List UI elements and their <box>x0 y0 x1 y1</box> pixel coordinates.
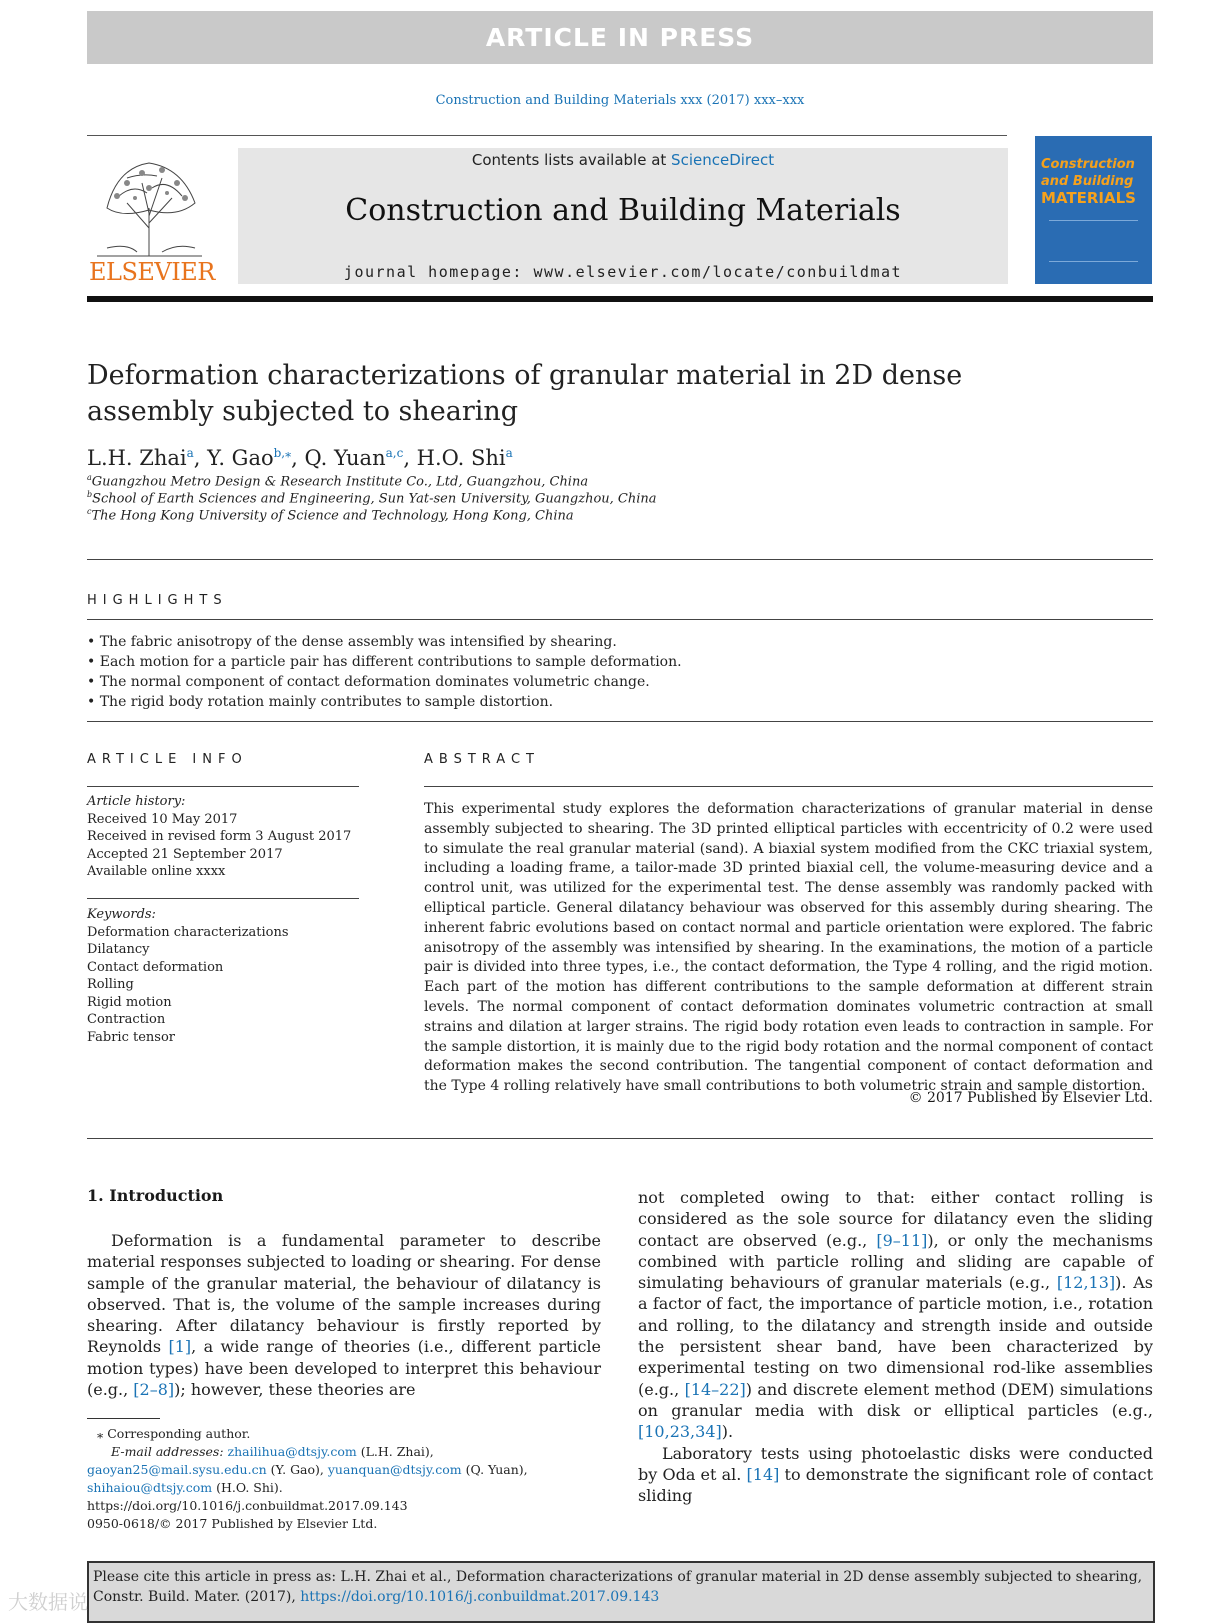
highlight-item: • The rigid body rotation mainly contributes to sample distortion. <box>87 694 554 710</box>
intro-paragraph-right <box>638 1187 1153 1443</box>
email-link[interactable]: yuanquan@dtsjy.com <box>327 1462 462 1477</box>
email-link[interactable]: shihaiou@dtsjy.com <box>87 1480 213 1495</box>
email-owner: (H.O. Shi). <box>212 1480 283 1495</box>
keyword: Rigid motion <box>87 994 172 1010</box>
keyword: Contact deformation <box>87 959 224 975</box>
cover-line-1: Construction <box>1041 157 1135 172</box>
paragraph-text: ), or only the mechanisms combined with particle rolling and sliding are capable of simulating behaviours of granular materials (e.g., <box>638 1230 1153 1293</box>
email-link[interactable]: gaoyan25@mail.sysu.edu.cn <box>87 1462 267 1477</box>
author-name[interactable]: H.O. Shi <box>416 446 506 470</box>
author-name[interactable]: L.H. Zhai <box>87 446 187 470</box>
keyword: Fabric tensor <box>87 1029 175 1045</box>
affiliation-a: $^a$Guangzhou Metro Design & Research Institute Co., Ltd, Guangzhou, China <box>87 473 589 490</box>
divider-top <box>87 559 1153 560</box>
history-accepted: Accepted 21 September 2017 <box>87 846 283 862</box>
issn-copyright: 0950-0618/© 2017 Published by Elsevier Ltd. <box>87 1516 378 1531</box>
highlights-heading: HIGHLIGHTS <box>87 593 228 608</box>
article-info-heading: ARTICLE INFO <box>87 752 248 767</box>
email-link[interactable]: zhailihua@dtsjy.com <box>227 1444 357 1459</box>
article-info-rule <box>87 786 359 787</box>
reference-link[interactable]: [14–22] <box>684 1379 746 1399</box>
keyword: Rolling <box>87 977 134 992</box>
contents-prefix: Contents lists available at <box>471 151 672 169</box>
author-name[interactable]: Q. Yuan <box>304 446 386 470</box>
author-list: L.H. Zhai$^a$, Y. Gao$^{b,⁎}$, Q. Yuan$^{a,c}$, H.O. Shi$^a$ <box>87 446 513 470</box>
article-history <box>87 793 351 881</box>
reference-link[interactable]: [2–8] <box>133 1380 175 1400</box>
author-name[interactable]: Y. Gao <box>207 446 274 470</box>
watermark: 大数据说 <box>8 1590 88 1614</box>
highlight-item: • The normal component of contact deformation dominates volumetric change. <box>87 674 650 690</box>
journal-citation-link[interactable]: Construction and Building Materials xxx (2017) xxx–xxx <box>435 93 805 108</box>
article-in-press-banner: ARTICLE IN PRESS <box>87 11 1153 64</box>
cite-text: Please cite this article in press as: L.H. Zhai et al., Deformation characterizations of granular material in 2D dense assembly subjected to shearing, Constr. Build. Mater. (2017), <box>93 1569 1143 1605</box>
author-affiliation-mark[interactable]: a <box>186 446 194 460</box>
affiliation-b: $^b$School of Earth Sciences and Engineering, Sun Yat-sen University, Guangzhou, China <box>87 490 657 507</box>
abstract-rule <box>424 786 1153 787</box>
reference-link[interactable]: [10,23,34] <box>638 1422 722 1442</box>
abstract-text: This experimental study explores the deformation characterizations of granular material in dense assembly subjected to shearing. The 3D printed elliptical particles with eccentricity of 0.2 were used to simulate the real granular material (sand). A biaxial system modified from the CKC triaxial system, including a loading frame, a tailor-made 3D printed biaxial cell, the volume-measuring device and a control unit, was utilized for the experimental test. The dense assembly was randomly packed with elliptical particle. General dilatancy behaviour was observed for this assembly during shearing. The inherent fabric evolutions based on contact normal and particle orientation were explored. The fabric anisotropy of the assembly was intensified by shearing. In the examinations, the motion of a particle pair is divided into three types, i.e., the contact deformation, the Type 4 rolling, and the rigid motion. Each part of the motion has different contributions to the sample deformation at different strain levels. The normal component of contact deformation dominates volumetric contraction at small strains and dilation at larger strains. The rigid body rotation even leads to contraction in sample. For the sample distortion, it is mainly due to the rigid body rotation and the normal component of contact deformation makes the second contribution. The tangential component of contact deformation and the Type 4 rolling relatively have small contributions to both volumetric strain and sample distortion. <box>424 801 1153 1095</box>
paragraph-text: Laboratory tests using photoelastic disks were conducted by Oda et al. <box>638 1443 1153 1484</box>
abstract-heading: ABSTRACT <box>424 752 540 767</box>
keyword: Dilatancy <box>87 942 150 957</box>
email-owner: (Y. Gao), <box>266 1462 328 1477</box>
masthead-rule <box>87 296 1153 302</box>
keyword: Contraction <box>87 1012 166 1027</box>
reference-link[interactable]: [9–11] <box>876 1230 928 1250</box>
history-online: Available online xxxx <box>87 864 226 879</box>
intro-paragraph-left <box>87 1230 601 1400</box>
contents-line <box>238 151 1008 169</box>
history-revised: Received in revised form 3 August 2017 <box>87 829 352 844</box>
history-received: Received 10 May 2017 <box>87 811 238 827</box>
section-heading-introduction: 1. Introduction <box>87 1186 224 1205</box>
keywords-label: Keywords: <box>87 907 156 922</box>
email-owner: (L.H. Zhai), <box>356 1444 434 1459</box>
paragraph-text: ). <box>721 1422 734 1442</box>
paragraph-text: ). As a factor of fact, the importance of particle motion, i.e., rotation and rolling, to the dilatancy and strength inside and outside the persistent shear band, have been characterized by experimental testing on two dimensional rod-like assemblies (e.g., <box>638 1273 1153 1399</box>
paragraph-text: to demonstrate the significant role of contact sliding <box>638 1464 1153 1506</box>
email-owner: (Q. Yuan), <box>461 1462 528 1477</box>
article-title <box>87 358 987 430</box>
header-divider <box>87 135 1007 136</box>
reference-link[interactable]: [1] <box>168 1337 192 1357</box>
sciencedirect-link[interactable]: ScienceDirect <box>671 151 775 169</box>
highlight-item: • Each motion for a particle pair has different contributions to sample deformation. <box>87 654 682 670</box>
journal-title: Construction and Building Materials <box>345 193 901 228</box>
cover-line-2: and Building <box>1041 174 1134 189</box>
please-cite-box <box>87 1561 1155 1623</box>
author-affiliation-mark[interactable]: a <box>505 446 513 460</box>
paragraph-text: not completed owing to that: either contact rolling is considered as the sole source for dilatancy even the sliding contact are observed (e.g., <box>638 1188 1153 1250</box>
highlight-item: • The fabric anisotropy of the dense assembly was intensified by shearing. <box>87 634 617 650</box>
abstract-copyright: © 2017 Published by Elsevier Ltd. <box>908 1090 1153 1106</box>
paragraph-text: , a wide range of theories (i.e., different particle motion types) have been developed to interpret this behaviour (e.g., <box>87 1337 602 1400</box>
paragraph-text: ) and discrete element method (DEM) simulations on granular media with disk or elliptical particles (e.g., <box>638 1379 1154 1420</box>
keyword: Deformation characterizations <box>87 924 289 940</box>
journal-cover-thumbnail[interactable] <box>1035 136 1152 284</box>
footnote-rule <box>87 1418 160 1419</box>
keywords-rule <box>87 898 359 899</box>
author-affiliation-mark[interactable]: b,⁎ <box>273 446 292 460</box>
body-divider <box>87 1138 1153 1139</box>
history-label: Article history: <box>87 794 186 809</box>
email-label: E-mail addresses: <box>111 1444 228 1459</box>
reference-link[interactable]: [12,13] <box>1056 1273 1116 1293</box>
highlights-bottom-rule <box>87 721 1153 722</box>
journal-homepage[interactable]: journal homepage: www.elsevier.com/locate/conbuildmat <box>343 263 903 281</box>
doi-link[interactable]: https://doi.org/10.1016/j.conbuildmat.2017.09.143 <box>87 1498 408 1513</box>
email-addresses <box>87 1443 607 1497</box>
paragraph-text: Deformation is a fundamental parameter to describe material responses subjected to loading or shearing. For dense sample of the granular material, the behaviour of dilatancy is observed. That is, the volume of the sample increases during shearing. After dilatancy behaviour is firstly reported by Reynolds <box>87 1231 601 1357</box>
intro-column-right <box>638 1187 1153 1506</box>
highlights-rule <box>87 619 1153 620</box>
intro-paragraph-right-2 <box>638 1443 1153 1507</box>
title-line-2: assembly subjected to shearing <box>87 396 519 427</box>
cover-line-3: MATERIALS <box>1041 189 1136 207</box>
keywords <box>87 906 289 1046</box>
affiliation-c: $^c$The Hong Kong University of Science and Technology, Hong Kong, China <box>87 507 574 524</box>
elsevier-wordmark: ELSEVIER <box>89 258 215 286</box>
corresponding-author-note: ⁎ Corresponding author. <box>97 1426 251 1441</box>
title-line-1: Deformation characterizations of granular material in 2D dense <box>87 360 963 391</box>
reference-link[interactable]: [14] <box>746 1464 780 1484</box>
cover-decoration <box>1049 220 1138 262</box>
cite-doi-link[interactable]: https://doi.org/10.1016/j.conbuildmat.2017.09.143 <box>300 1589 660 1605</box>
paragraph-text: ); however, these theories are <box>174 1380 416 1400</box>
author-affiliation-mark[interactable]: a,c <box>385 446 404 460</box>
